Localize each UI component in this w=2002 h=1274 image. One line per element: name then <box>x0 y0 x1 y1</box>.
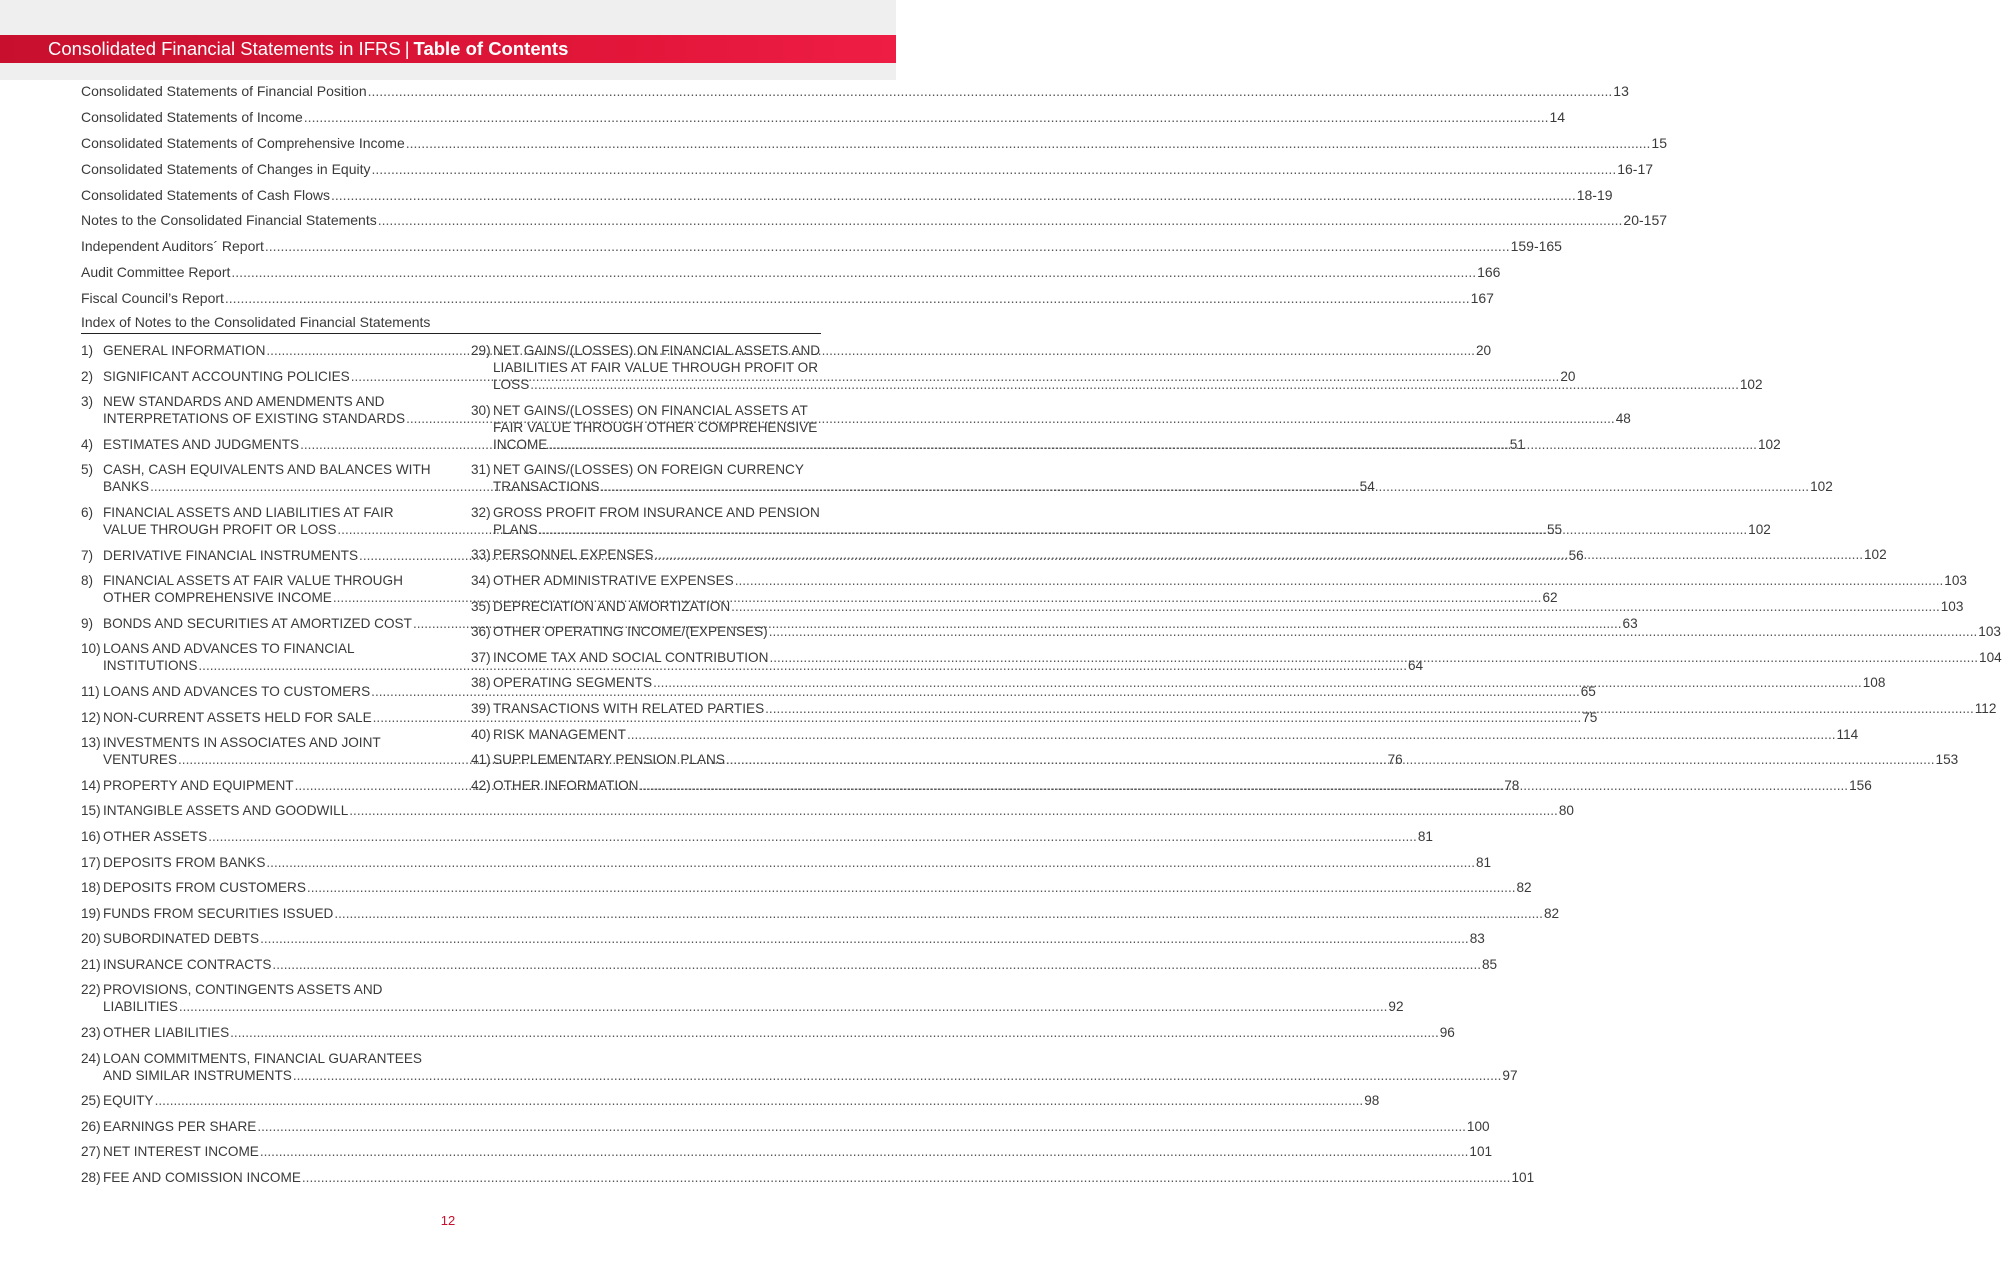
note-title-line <box>103 956 1497 973</box>
dot-leader <box>627 726 1836 743</box>
dot-leader <box>539 521 1748 538</box>
note-text <box>493 546 1887 563</box>
note-number: 7) <box>81 547 94 563</box>
note-title-line <box>103 828 1433 845</box>
note-title: OTHER LIABILITIES <box>103 1025 230 1041</box>
note-number: 39) <box>471 700 491 716</box>
dot-leader <box>266 854 1475 871</box>
note-page: 103 <box>1944 572 1967 588</box>
note-page: 102 <box>1810 479 1833 495</box>
dot-leader <box>640 777 1849 794</box>
dot-leader <box>735 572 1944 589</box>
note-title-line <box>103 1143 1492 1160</box>
note-text <box>493 572 1967 589</box>
note-page: 56 <box>1568 547 1584 563</box>
note-number: 12) <box>81 709 101 725</box>
note-index-item[interactable] <box>471 572 1967 589</box>
note-title: TRANSACTIONS WITH RELATED PARTIES <box>493 700 765 716</box>
note-title-line <box>103 802 1574 819</box>
note-title-line: CASH, CASH EQUIVALENTS AND BALANCES WITH <box>103 462 431 478</box>
note-number: 40) <box>471 726 491 742</box>
note-title: DEPOSITS FROM CUSTOMERS <box>103 880 306 896</box>
note-title-line: NET GAINS/(LOSSES) ON FOREIGN CURRENCY <box>493 462 804 478</box>
note-title-line <box>493 546 1887 563</box>
note-text <box>103 802 1574 819</box>
note-page: 51 <box>1509 436 1525 452</box>
toc-entry[interactable] <box>81 235 1562 261</box>
note-title: DEPRECIATION AND AMORTIZATION <box>493 598 731 614</box>
toc-entry[interactable] <box>81 80 1629 106</box>
note-number: 19) <box>81 905 101 921</box>
note-number: 33) <box>471 547 491 563</box>
note-number: 21) <box>81 956 101 972</box>
note-title: SUPPLEMENTARY PENSION PLANS <box>493 752 725 768</box>
note-title-line <box>103 1092 1379 1109</box>
note-page: 80 <box>1558 803 1574 819</box>
page-header <box>0 35 896 63</box>
note-index-item[interactable] <box>81 879 1532 896</box>
note-title: INSTITUTIONS <box>103 658 198 674</box>
note-number: 31) <box>471 462 491 478</box>
toc-entry[interactable] <box>81 287 1494 313</box>
toc-entry[interactable] <box>81 132 1667 158</box>
note-page: 48 <box>1615 411 1631 427</box>
note-number: 37) <box>471 649 491 665</box>
dot-leader <box>653 674 1862 691</box>
header-separator: | <box>404 38 410 59</box>
note-page: 103 <box>1978 624 2001 640</box>
note-page: 82 <box>1543 905 1560 921</box>
note-title-line <box>103 879 1532 896</box>
header-title: Table of Contents <box>413 38 569 59</box>
toc-entry[interactable] <box>81 106 1566 132</box>
note-title-line <box>103 854 1491 871</box>
note-index-item[interactable] <box>81 1024 1455 1041</box>
note-title-line <box>493 700 1996 717</box>
note-title-line: FINANCIAL ASSETS AT FAIR VALUE THROUGH <box>103 573 403 589</box>
dot-leader <box>293 1067 1502 1084</box>
note-title-line: PROVISIONS, CONTINGENTS ASSETS AND <box>103 982 383 998</box>
note-page: 101 <box>1511 1170 1535 1186</box>
note-number: 26) <box>81 1118 101 1134</box>
note-number: 24) <box>81 1050 101 1066</box>
note-page: 81 <box>1475 854 1492 870</box>
note-title: LOSS <box>493 377 530 392</box>
dot-leader <box>406 133 1651 153</box>
note-page: 20 <box>1475 343 1492 358</box>
toc-entry-page: 167 <box>1470 290 1494 307</box>
note-number: 23) <box>81 1025 101 1041</box>
note-index-item[interactable] <box>81 1050 1518 1084</box>
dot-leader <box>208 828 1417 845</box>
note-text <box>103 1118 1490 1135</box>
note-page: 54 <box>1359 479 1375 495</box>
toc-entry[interactable] <box>81 261 1501 287</box>
dot-leader <box>368 81 1613 101</box>
note-title-line <box>493 726 1858 743</box>
note-title-line: NET GAINS/(LOSSES) ON FINANCIAL ASSETS AND <box>493 343 821 358</box>
dot-leader <box>769 623 1978 640</box>
note-title: FUNDS FROM SECURITIES ISSUED <box>103 905 334 921</box>
note-title-line: NET GAINS/(LOSSES) ON FINANCIAL ASSETS AT <box>493 402 808 418</box>
note-number: 14) <box>81 777 101 793</box>
note-text <box>103 930 1485 947</box>
note-title: OPERATING SEGMENTS <box>493 675 653 691</box>
note-number: 22) <box>81 982 101 998</box>
note-title: LOANS AND ADVANCES TO CUSTOMERS <box>103 683 371 699</box>
note-page: 78 <box>1504 777 1520 793</box>
note-number: 10) <box>81 641 101 657</box>
dot-leader <box>257 1118 1466 1135</box>
dot-leader <box>307 879 1516 896</box>
dot-leader <box>272 956 1481 973</box>
note-title: INCOME TAX AND SOCIAL CONTRIBUTION <box>493 649 769 665</box>
dot-leader <box>302 1169 1511 1186</box>
note-text <box>493 623 2001 640</box>
note-title-line <box>103 1169 1534 1186</box>
note-index-item[interactable] <box>81 905 1560 922</box>
note-text <box>493 751 1958 768</box>
note-text <box>103 828 1433 845</box>
note-index-item[interactable] <box>81 1143 1493 1160</box>
toc-entry-title: Consolidated Statements of Cash Flows <box>81 186 331 203</box>
note-page: 64 <box>1407 658 1424 674</box>
dot-leader <box>265 236 1510 256</box>
note-number: 32) <box>471 504 491 520</box>
note-text <box>493 461 1833 495</box>
dot-leader <box>179 998 1388 1015</box>
note-text <box>493 342 1763 393</box>
toc-entry[interactable] <box>81 158 1654 184</box>
note-index-item[interactable] <box>81 930 1485 947</box>
note-page: 112 <box>1974 700 1997 716</box>
note-text <box>103 1092 1379 1109</box>
note-title-line: LOANS AND ADVANCES TO FINANCIAL <box>103 641 355 657</box>
dot-leader <box>349 802 1558 819</box>
note-title: OTHER COMPREHENSIVE INCOME <box>103 590 332 606</box>
note-title: BANKS <box>103 479 150 495</box>
note-title: INTANGIBLE ASSETS AND GOODWILL <box>103 803 349 819</box>
dot-leader <box>548 436 1757 453</box>
dot-leader <box>765 700 1974 717</box>
note-title: ESTIMATES AND JUDGMENTS <box>103 436 300 452</box>
note-title-line: LIABILITIES AT FAIR VALUE THROUGH PROFIT OR <box>493 360 819 375</box>
note-title-line <box>493 598 1963 615</box>
note-page: 114 <box>1836 726 1859 742</box>
note-page: 101 <box>1469 1144 1493 1160</box>
note-title: AND SIMILAR INSTRUMENTS <box>103 1067 292 1083</box>
note-number: 4) <box>81 436 94 452</box>
note-text <box>103 1143 1492 1160</box>
note-page: 102 <box>1864 547 1887 563</box>
dot-leader <box>230 1024 1439 1041</box>
note-page: 102 <box>1739 377 1763 392</box>
note-page: 102 <box>1748 521 1771 537</box>
note-index-item[interactable] <box>81 1169 1535 1186</box>
dot-leader <box>530 376 1739 393</box>
note-number: 3) <box>81 394 94 410</box>
note-title-line <box>103 905 1559 922</box>
toc-entry-page: 15 <box>1651 134 1667 151</box>
note-text <box>103 879 1532 896</box>
note-number: 28) <box>81 1170 101 1186</box>
note-text <box>493 504 1771 538</box>
toc-entry-title: Audit Committee Report <box>81 264 231 281</box>
note-title: FEE AND COMISSION INCOME <box>103 1170 301 1186</box>
note-title-line <box>493 376 1763 393</box>
note-page: 96 <box>1439 1025 1455 1041</box>
note-number: 41) <box>471 752 491 768</box>
note-title: OTHER ADMINISTRATIVE EXPENSES <box>493 572 734 588</box>
note-title-line <box>103 930 1485 947</box>
note-title: SUBORDINATED DEBTS <box>103 931 260 947</box>
toc-entry-page: 14 <box>1549 108 1566 125</box>
note-page: 65 <box>1580 683 1596 699</box>
toc-entry-page: 13 <box>1613 83 1629 99</box>
toc-entry[interactable] <box>81 209 1668 235</box>
note-number: 8) <box>81 573 94 589</box>
note-number: 18) <box>81 880 101 896</box>
note-page: 83 <box>1469 931 1485 947</box>
toc-entry-title: Fiscal Council’s Report <box>81 290 224 307</box>
note-number: 9) <box>81 615 94 631</box>
note-title-line <box>493 521 1771 538</box>
dot-leader <box>260 930 1469 947</box>
dot-leader <box>731 598 1940 615</box>
toc-entry-title: Notes to the Consolidated Financial Statements <box>81 212 377 229</box>
note-text <box>103 1050 1518 1084</box>
note-number: 30) <box>471 402 491 418</box>
note-title: INTERPRETATIONS OF EXISTING STANDARDS <box>103 411 406 427</box>
toc-entry-page: 16-17 <box>1617 160 1654 177</box>
note-title-line <box>103 1067 1518 1084</box>
note-title-line: FAIR VALUE THROUGH OTHER COMPREHENSIVE <box>493 419 818 435</box>
note-page: 153 <box>1935 752 1959 768</box>
toc-entry-page: 166 <box>1477 264 1501 281</box>
note-title-line <box>493 777 1872 794</box>
note-title: GENERAL INFORMATION <box>103 343 266 358</box>
note-text <box>493 598 1963 615</box>
dot-leader <box>372 159 1617 179</box>
note-page: 98 <box>1364 1093 1380 1109</box>
note-text <box>103 854 1491 871</box>
note-page: 75 <box>1582 709 1598 725</box>
note-title-line <box>493 674 1885 691</box>
note-title: RISK MANAGEMENT <box>493 726 626 742</box>
note-title: PERSONNEL EXPENSES <box>493 547 654 563</box>
note-number: 34) <box>471 572 491 588</box>
dot-leader <box>726 751 1935 768</box>
toc-entry-title: Consolidated Statements of Income <box>81 108 303 125</box>
note-text <box>493 649 2002 666</box>
note-title: BONDS AND SECURITIES AT AMORTIZED COST <box>103 615 412 631</box>
note-number: 20) <box>81 931 101 947</box>
note-number: 6) <box>81 504 94 520</box>
toc-entry-title: Independent Auditors´ Report <box>81 238 264 255</box>
toc-entry-title: Consolidated Statements of Comprehensive Income <box>81 134 405 151</box>
note-number: 16) <box>81 828 101 844</box>
header-section: Consolidated Financial Statements in IFRS <box>48 38 401 59</box>
note-text <box>103 981 1404 1015</box>
note-text <box>103 1024 1455 1041</box>
note-number: 25) <box>81 1093 101 1109</box>
note-page: 100 <box>1466 1118 1490 1134</box>
dot-leader <box>769 649 1978 666</box>
note-text <box>103 905 1559 922</box>
index-of-notes-heading: Index of Notes to the Consolidated Financial Statements <box>81 313 821 334</box>
note-title-line <box>493 649 2002 666</box>
note-page: 92 <box>1388 999 1404 1015</box>
note-page: 62 <box>1542 590 1558 606</box>
note-title: EQUITY <box>103 1093 154 1109</box>
toc-entry-page: 159-165 <box>1510 238 1562 255</box>
note-index-item[interactable] <box>81 709 1598 726</box>
note-text <box>493 700 1996 717</box>
note-title-line <box>493 436 1781 453</box>
dot-leader <box>304 107 1549 127</box>
note-title: NON-CURRENT ASSETS HELD FOR SALE <box>103 709 372 725</box>
toc-entry-page: 20-157 <box>1623 212 1668 229</box>
dot-leader <box>231 262 1476 282</box>
note-title-line <box>103 1118 1490 1135</box>
note-page: 104 <box>1979 649 2002 665</box>
note-title: VALUE THROUGH PROFIT OR LOSS <box>103 521 337 537</box>
dot-leader <box>331 185 1576 205</box>
note-number: 13) <box>81 735 101 751</box>
note-page: 108 <box>1862 675 1886 691</box>
note-page: 85 <box>1482 956 1498 972</box>
note-text <box>493 777 1872 794</box>
note-page: 55 <box>1546 521 1563 537</box>
note-text <box>493 402 1781 453</box>
note-page: 102 <box>1757 436 1781 452</box>
note-title: TRANSACTIONS <box>493 479 600 495</box>
note-page: 76 <box>1387 752 1403 768</box>
dot-leader <box>334 905 1543 922</box>
note-title-line <box>493 572 1967 589</box>
note-title-line <box>493 623 2001 640</box>
note-title: NET INTEREST INCOME <box>103 1144 259 1160</box>
note-title-line: INVESTMENTS IN ASSOCIATES AND JOINT <box>103 735 381 751</box>
note-title-line: FINANCIAL ASSETS AND LIABILITIES AT FAIR <box>103 504 394 520</box>
dot-leader <box>260 1143 1469 1160</box>
note-index-item[interactable] <box>81 802 1574 819</box>
note-text <box>493 726 1858 743</box>
dot-leader <box>654 546 1863 563</box>
note-title: INCOME <box>493 436 548 452</box>
note-title: SIGNIFICANT ACCOUNTING POLICIES <box>103 368 350 384</box>
dot-leader <box>601 478 1810 495</box>
note-number: 1) <box>81 343 94 358</box>
toc-entry[interactable] <box>81 184 1613 210</box>
note-title: DERIVATIVE FINANCIAL INSTRUMENTS <box>103 547 359 563</box>
note-text <box>493 674 1885 691</box>
note-title: EARNINGS PER SHARE <box>103 1118 257 1134</box>
note-page: 63 <box>1622 615 1638 631</box>
note-number: 2) <box>81 368 94 384</box>
note-index-item[interactable] <box>471 726 1859 743</box>
note-title: LIABILITIES <box>103 999 178 1015</box>
note-index-item[interactable] <box>81 981 1404 1015</box>
note-text <box>103 956 1497 973</box>
note-number: 36) <box>471 624 491 640</box>
dot-leader <box>155 1092 1364 1109</box>
toc-entry-title: Consolidated Statements of Financial Position <box>81 83 367 99</box>
note-page: 20 <box>1560 368 1576 384</box>
note-index-item[interactable] <box>81 1092 1380 1109</box>
note-title-line <box>103 1024 1455 1041</box>
note-title-line: NEW STANDARDS AND AMENDMENTS AND <box>103 394 385 410</box>
note-number: 35) <box>471 598 491 614</box>
note-text <box>103 1169 1534 1186</box>
note-page: 97 <box>1502 1067 1518 1083</box>
note-number: 11) <box>81 683 100 699</box>
page-number: 12 <box>440 1213 456 1228</box>
note-number: 5) <box>81 462 94 478</box>
note-number: 42) <box>471 777 491 793</box>
note-number: 38) <box>471 675 491 691</box>
note-index-item[interactable] <box>81 854 1492 871</box>
note-title: DEPOSITS FROM BANKS <box>103 854 266 870</box>
note-number: 15) <box>81 803 101 819</box>
table-of-contents <box>81 80 1668 313</box>
note-page: 81 <box>1417 828 1433 844</box>
note-page: 82 <box>1516 880 1532 896</box>
note-title-line <box>493 751 1958 768</box>
note-number: 29) <box>471 343 491 358</box>
note-index-item[interactable] <box>81 1118 1490 1135</box>
note-index-item[interactable] <box>81 956 1498 973</box>
note-title: OTHER OPERATING INCOME/(EXPENSES) <box>493 624 768 640</box>
note-title: PROPERTY AND EQUIPMENT <box>103 777 294 793</box>
note-title: VENTURES <box>103 752 178 768</box>
dot-leader <box>378 210 1623 230</box>
note-number: 17) <box>81 854 101 870</box>
note-index-item[interactable] <box>81 828 1433 845</box>
note-title: INSURANCE CONTRACTS <box>103 956 272 972</box>
note-page: 156 <box>1849 777 1872 793</box>
note-title: OTHER ASSETS <box>103 828 208 844</box>
note-title: OTHER INFORMATION <box>493 777 639 793</box>
note-title-line: GROSS PROFIT FROM INSURANCE AND PENSION <box>493 504 820 520</box>
note-number: 27) <box>81 1144 101 1160</box>
note-title-line <box>493 478 1833 495</box>
toc-entry-page: 18-19 <box>1576 186 1613 203</box>
note-title-line: LOAN COMMITMENTS, FINANCIAL GUARANTEES <box>103 1050 422 1066</box>
note-title: PLANS <box>493 521 538 537</box>
dot-leader <box>225 288 1470 308</box>
note-title-line <box>103 998 1404 1015</box>
toc-entry-title: Consolidated Statements of Changes in Equity <box>81 160 371 177</box>
note-page: 103 <box>1940 598 1964 614</box>
